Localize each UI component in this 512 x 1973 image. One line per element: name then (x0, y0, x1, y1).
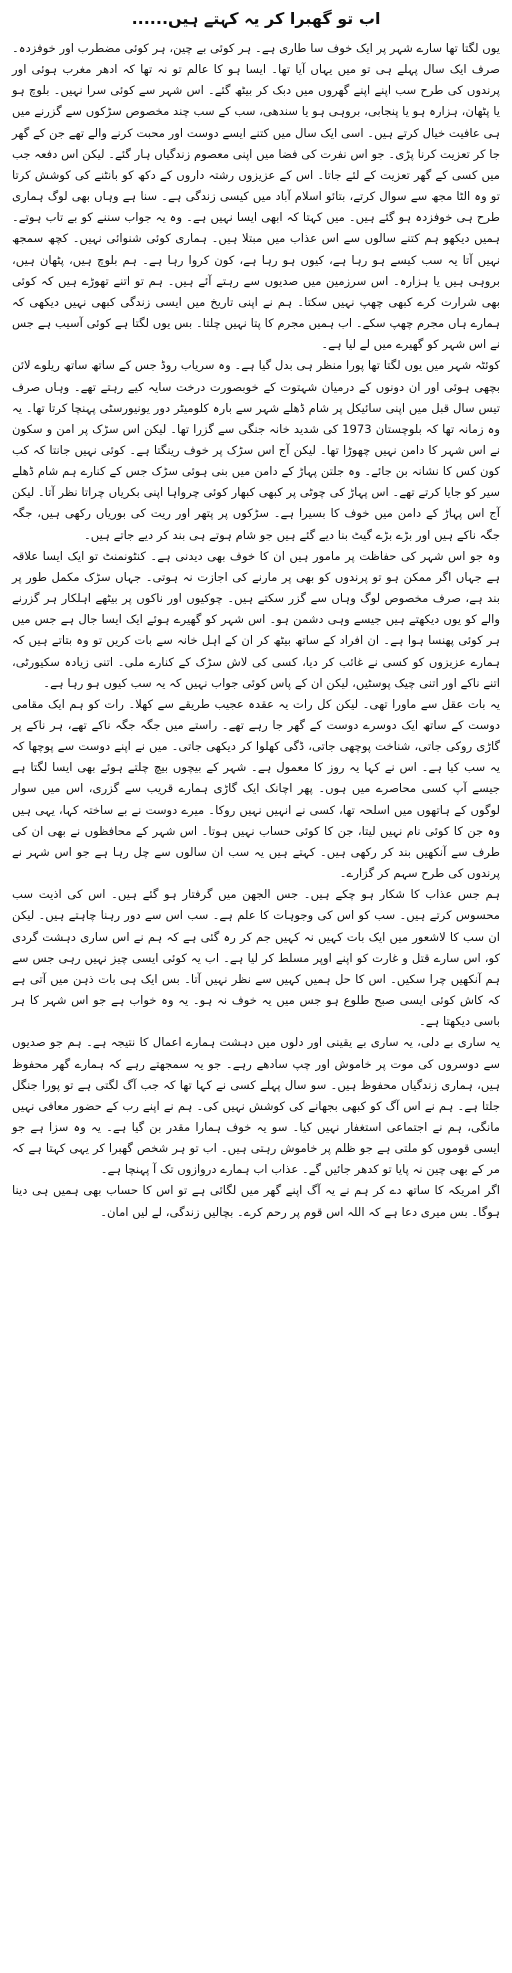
article-paragraph: یہ بات عقل سے ماورا تھی۔ لیکن کل رات یہ عقدہ عجیب طریقے سے کھلا۔ رات کو ہم ایک مقامی دوست کے ساتھ ایک دوسرے دوست کے گھر جا رہے تھے۔ راستے میں جگہ جگہ ناکے تھے، ہر ناکے پر گاڑی روکی جاتی، شناخت پوچھی جاتی، ڈگی کھلوا کر دیکھی جاتی۔ میں نے اپنے دوست سے پوچھا کہ یہ سب کیا ہے۔ اس نے کہا یہ روز کا معمول ہے۔ شہر کے بیچوں بیچ چلتے ہوئے بھی ایسا لگتا ہے جیسے آپ کسی محاصرے میں ہوں۔ پھر اچانک ایک گاڑی ہمارے قریب سے گزری، اس میں سوار لوگوں کے ہاتھوں میں اسلحہ تھا، کسی نے انہیں نہیں روکا۔ میرے دوست نے بے ساختہ کہا، یہی ہیں وہ جن کا کوئی نام نہیں لیتا، جن کا کوئی حساب نہیں ہوتا۔ اس شہر کے محافظوں نے بھی ان کی طرف سے آنکھیں بند کر رکھی ہیں۔ کہتے ہیں یہ سب ان سالوں سے چل رہا ہے جو اس شہر نے پرندوں کی طرح سہم کر گزارے۔ (12, 696, 500, 881)
article-paragraph: یوں لگتا تھا سارے شہر پر ایک خوف سا طاری ہے۔ ہر کوئی بے چین، ہر کوئی مضطرب اور خوفزدہ۔ صرف ایک سال پہلے ہی تو میں یہاں آیا تھا۔ ایسا ہو کا عالم تو نہ تھا کہ ادھر مغرب ہوئی اور پرندوں کی طرح سب اپنے اپنے گھروں میں دبک کر بیٹھ گئے۔ اس شہر سے کوئی سرا نہیں۔ بلوچ ہو یا پٹھان، ہزارہ ہو یا پنجابی، بروہی ہو یا سندھی، سب کے سب چند مخصوص سڑکوں سے گزرنے میں ہی عافیت خیال کرتے ہیں۔ اسی ایک سال میں کتنے ایسے دوست اور محبت کرنے والے تھے جن کے گھر جا کر تعزیت کرنا پڑی۔ جو اس نفرت کی فضا میں اپنی معصوم زندگیاں ہار گئے۔ لیکن اس دفعہ جب میں کسی کے گھر تعزیت کے لئے جاتا۔ اس کے عزیزوں رشتہ داروں کے دکھ کو بانٹنے کی کوشش کرتا تو وہ الٹا مجھ سے سوال کرتے، بتائو اسلام آباد میں کیسی زندگی ہے۔ سنا ہے وہاں بھی لوگ ہماری طرح ہی خوفزدہ ہو گئے ہیں۔ میں کہتا کہ ابھی ایسا نہیں ہے۔ وہ یہ جواب سننے کو بے تاب ہوتے۔ ہمیں دیکھو ہم کتنے سالوں سے اس عذاب میں مبتلا ہیں۔ ہماری کوئی شنوائی نہیں۔ کچھ سمجھ نہیں آتا یہ سب کیسے ہو رہا ہے، کیوں ہو رہا ہے، کون کروا رہا ہے۔ ہم بلوچ ہیں، پٹھان ہیں، بروہی ہیں یا ہزارہ۔ اس سرزمین میں صدیوں سے رہتے آئے ہیں۔ ہم تو اتنے تھوڑے ہیں کہ کوئی بھی شرارت کرے کبھی چھپ نہیں سکتا۔ ہم نے اپنی تاریخ میں ایسی زندگی کبھی نہیں دیکھی کہ ہمارے ہاں مجرم چھپ سکے۔ اب ہمیں مجرم کا پتا نہیں چلتا۔ بس یوں لگتا ہے کوئی آسیب ہے جس نے اس شہر کو گھیرے میں لے لیا ہے۔ (12, 41, 500, 352)
article-paragraph: کوئٹہ شہر میں یوں لگتا تھا پورا منظر ہی بدل گیا ہے۔ وہ سریاب روڈ جس کے ساتھ ساتھ ریلوے لائن بچھی ہوئی اور ان دونوں کے درمیان شہتوت کے خوبصورت درخت سایہ کیے رہتے تھے۔ وہاں صرف تیس سال قبل میں اپنی سائیکل پر شام ڈھلے شہر سے بارہ کلومیٹر دور یونیورسٹی پہنچا کرتا تھا۔ یہ وہ زمانہ تھا کہ بلوچستان 1973 کی شدید خانہ جنگی سے گزرا تھا۔ لیکن اس سڑک پر امن و سکون نے اس شہر کا دامن نہیں چھوڑا تھا۔ لیکن آج اس سڑک پر خوف رینگتا ہے۔ کوئی نہیں جانتا کہ کب کون کس کا نشانہ بن جائے۔ وہ جلتن پہاڑ کے دامن میں بنی ہوئی سڑک جس کے کنارے ہم شام ڈھلے سیر کو جایا کرتے تھے۔ اس پہاڑ کی چوٹی پر کبھی کبھار کوئی چرواہا اپنی بکریاں چراتا نظر آتا۔ لیکن آج اس پہاڑ کے دامن میں خوف کا بسیرا ہے۔ سڑکوں پر پتھر اور ریت کی بوریاں رکھی ہیں، جگہ جگہ ناکے ہیں اور بڑے بڑے گیٹ بنا دیے گئے ہیں جو شام ہوتے ہی بند کر دیے جاتے ہیں۔ (12, 358, 500, 542)
article-paragraph: وہ جو اس شہر کی حفاظت پر مامور ہیں ان کا خوف بھی دیدنی ہے۔ کنٹونمنٹ تو ایک ایسا علاقہ ہے جہاں اگر ممکن ہو تو پرندوں کو بھی پر مارنے کی اجازت نہ ہوتی۔ جہاں سڑک مکمل طور پر بند ہے، صرف مخصوص لوگ وہاں سے گزر سکتے ہیں۔ چوکیوں اور ناکوں پر بیٹھے اہلکار ہر گزرنے والے کو یوں دیکھتے ہیں جیسے وہی دشمن ہو۔ اس شہر کو گھیرے ہوئے ایک ایسا جال ہے جس میں ہر کوئی پھنسا ہوا ہے۔ ان افراد کے ساتھ بیٹھ کر ان کے اہل خانہ سے بات کریں تو وہ بتاتے ہیں کہ ہمارے عزیزوں کو کسی نے غائب کر دیا، کسی کی لاش سڑک کے کنارے ملی۔ اتنی زیادہ سکیورٹی، اتنے ناکے اور اتنی چیک پوسٹیں، لیکن ان کے پاس کوئی جواب نہیں کہ یہ سب کیوں ہو رہا ہے۔ (12, 548, 500, 690)
column-body (12, 38, 500, 1223)
column-headline: اب تو گھبرا کر یہ کہتے ہیں...... (131, 9, 381, 28)
article-paragraph: یہ ساری بے دلی، یہ ساری بے یقینی اور دلوں میں دہشت ہمارے اعمال کا نتیجہ ہے۔ ہم جو صدیوں سے دوسروں کی موت پر خاموش اور چپ سادھے رہے۔ جو یہ سمجھتے رہے کہ ہمارے گھر محفوظ ہیں، ہماری زندگیاں محفوظ ہیں۔ سو سال پہلے کسی نے کہا تھا کہ جب آگ لگتی ہے تو پورا جنگل جلتا ہے۔ ہم نے اس آگ کو کبھی بجھانے کی کوشش نہیں کی۔ ہم نے اپنے رب کے حضور معافی نہیں مانگی، ہم نے اجتماعی استغفار نہیں کیا۔ سو یہ خوف ہمارا مقدر بن گیا ہے۔ یہ وہ سزا ہے جو ایسی قوموں کو ملتی ہے جو ظلم پر خاموش رہتی ہیں۔ اب تو ہر شخص گھبرا کر یہی کہتا ہے کہ مر کے بھی چین نہ پایا تو کدھر جائیں گے۔ عذاب اب ہمارے دروازوں تک آ پہنچا ہے۔ (12, 1035, 500, 1177)
article-paragraph: ہم جس عذاب کا شکار ہو چکے ہیں۔ جس الجھن میں گرفتار ہو گئے ہیں۔ اس کی اذیت سب محسوس کرتے ہیں۔ سب کو اس کی وجوہات کا علم ہے۔ سب اس سے دور رہنا چاہتے ہیں۔ لیکن ان سب کا لاشعور میں ایک بات کہیں نہ کہیں جم کر رہ گئی ہے کہ ہم نے اس ساری دہشت گردی کو، اس سارے قتل و غارت کو اپنے اوپر مسلط کر لیا ہے۔ اب یہ کوئی ایسی چیز نہیں رہی جس سے ہم آنکھیں چرا سکیں۔ اس کا حل ہمیں کہیں سے نظر نہیں آتا۔ بس ایک ہی بات ذہن میں آتی ہے کہ کاش کوئی ایسی صبح طلوع ہو جس میں یہ خوف نہ ہو۔ یہ وہ خواب ہے جو اس شہر کا ہر باسی دیکھتا ہے۔ (12, 887, 500, 1029)
article-paragraph: اگر امریکہ کا ساتھ دے کر ہم نے یہ آگ اپنے گھر میں لگائی ہے تو اس کا حساب بھی ہمیں ہی دینا ہوگا۔ بس میری دعا ہے کہ اللہ اس قوم پر رحم کرے۔ بچالیں زندگی، لے لیں امان۔ (12, 1183, 500, 1219)
